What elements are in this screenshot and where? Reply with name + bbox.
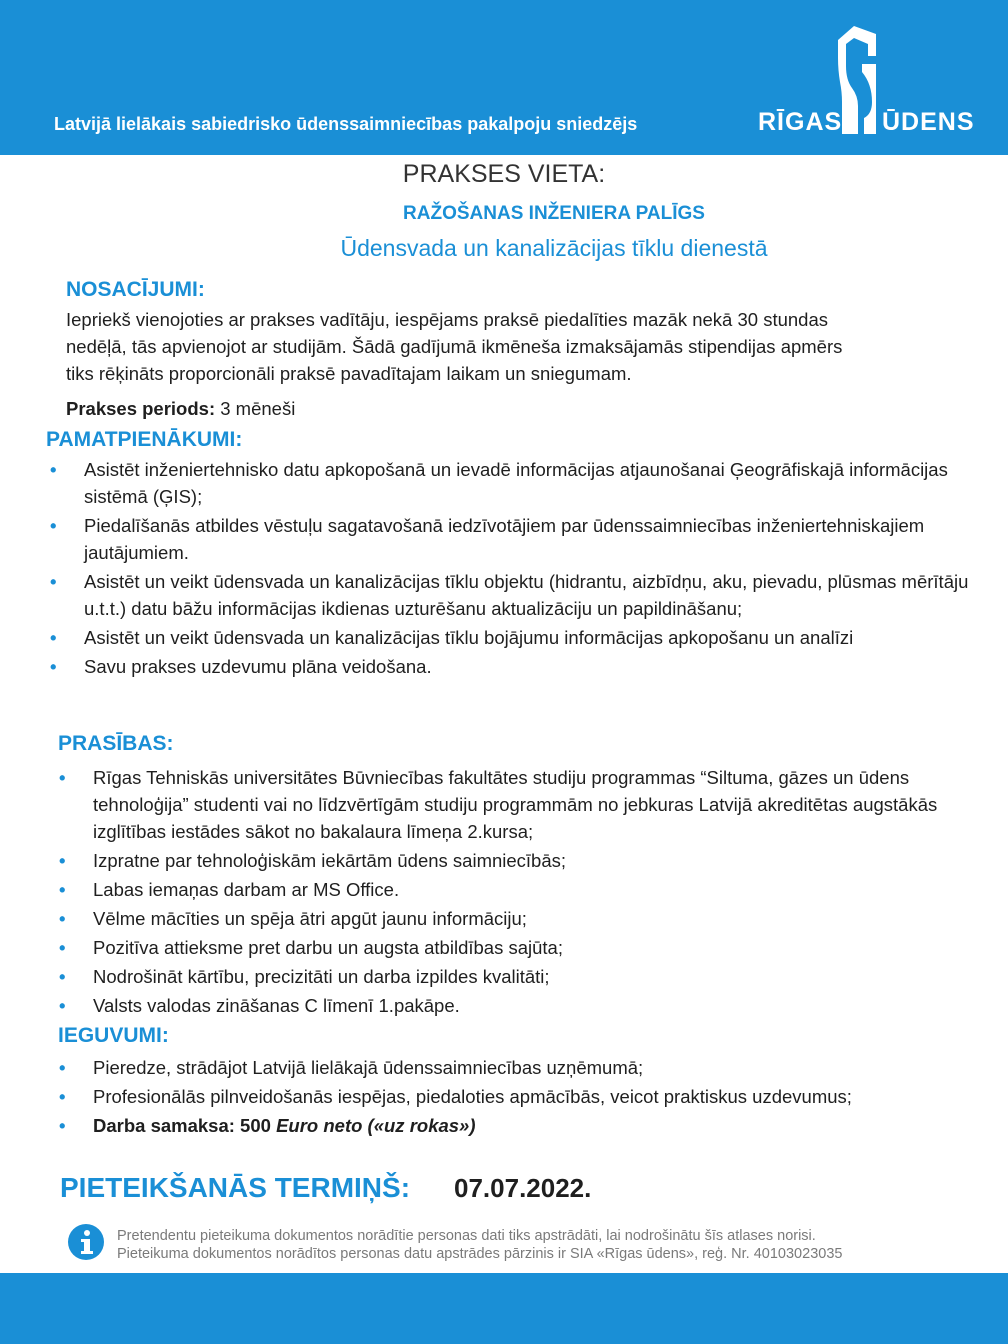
duties-list (50, 456, 999, 682)
footer-banner (0, 1273, 1008, 1344)
salary-note: Euro neto («uz rokas») (276, 1115, 476, 1136)
period-value: 3 mēneši (215, 398, 296, 419)
list-item: • Valsts valodas zināšanas C līmenī 1.pakāpe. (93, 992, 963, 1019)
deadline-label: PIETEIKŠANĀS TERMIŅŠ: (60, 1172, 411, 1203)
bullet-icon: • (50, 571, 57, 592)
bullet-icon: • (50, 459, 57, 480)
bullet-icon: • (59, 908, 66, 929)
deadline-date: 07.07.2022. (454, 1173, 592, 1203)
list-item: • Rīgas Tehniskās universitātes Būvniecības fakultātes studiju programmas “Siltuma, gāzes un ūdens tehnoloģija” studenti vai no līdzvērtīgām studiju programmām no jebkuras Latvijā akreditētas augstākās izglītības iestādes sākot no bakalaura līmeņa 2.kursa; (93, 764, 963, 845)
bullet-icon: • (59, 966, 66, 987)
period-label: Prakses periods: (66, 398, 216, 419)
duties-heading: PAMATPIENĀKUMI: (46, 428, 243, 451)
logo-text-right: ŪDENS (882, 108, 975, 136)
list-item: • Pozitīva attieksme pret darbu un augsta atbildības sajūta; (93, 934, 963, 961)
tagline: Latvijā lielākais sabiedrisko ūdenssaimniecības pakalpoju sniedzējs (54, 114, 638, 134)
conditions-heading: NOSACĪJUMI: (66, 278, 205, 301)
conditions-line: tiks rēķināts proporcionāli praksē pavadītajam laikam un sniegumam. (66, 363, 632, 384)
bullet-icon: • (59, 1057, 66, 1078)
list-item: • Savu prakses uzdevumu plāna veidošana. (84, 653, 999, 680)
bullet-icon: • (59, 937, 66, 958)
notice-line: Pretendentu pieteikuma dokumentos norādītie personas dati tiks apstrādāti, lai nodrošinātu šīs atlases norisi. (117, 1228, 816, 1244)
bullet-icon: • (59, 1115, 66, 1136)
list-item: • Izpratne par tehnoloģiskām iekārtām ūdens saimniecībās; (93, 847, 963, 874)
bullet-icon: • (50, 627, 57, 648)
internship-period (66, 398, 295, 420)
bullet-icon: • (50, 656, 57, 677)
bullet-icon: • (59, 1086, 66, 1107)
company-logo (756, 22, 986, 140)
list-item: • Nodrošināt kārtību, precizitāti un darba izpildes kvalitāti; (93, 963, 963, 990)
bullet-icon: • (59, 767, 66, 788)
requirements-list (59, 764, 963, 1021)
list-item: • Vēlme mācīties un spēja ātri apgūt jaunu informāciju; (93, 905, 963, 932)
notice-line: Pieteikuma dokumentos norādītos personas datu apstrādes pārzinis ir SIA «Rīgas ūdens», reģ. Nr. 40103023035 (117, 1246, 843, 1262)
logo-text-left: RĪGAS (758, 108, 843, 136)
bullet-icon: • (59, 850, 66, 871)
conditions-line: Iepriekš vienojoties ar prakses vadītāju, iespējams praksē piedalīties mazāk nekā 30 stundas (66, 309, 828, 330)
salary-label: Darba samaksa: 500 (93, 1115, 277, 1136)
bullet-icon: • (59, 879, 66, 900)
salary-item (59, 1112, 893, 1139)
list-item: • Asistēt un veikt ūdensvada un kanalizācijas tīklu bojājumu informācijas apkopošanu un analīzi (84, 624, 999, 651)
privacy-notice (117, 1227, 842, 1263)
section-title: PRAKSES VIETA: (402, 160, 606, 188)
list-item: • Pieredze, strādājot Latvijā lielākajā ūdenssaimniecības uzņēmumā; (93, 1054, 893, 1081)
header-banner (0, 0, 1008, 155)
water-tower-icon (832, 22, 882, 134)
position-title: RAŽOŠANAS INŽENIERA PALĪGS (403, 203, 705, 224)
list-item: • Labas iemaņas darbam ar MS Office. (93, 876, 963, 903)
requirements-heading: PRASĪBAS: (58, 732, 174, 755)
benefits-heading: IEGUVUMI: (58, 1024, 169, 1047)
list-item: • Asistēt inženiertehnisko datu apkopošanā un ievadē informācijas atjaunošanai Ģeogrāfiskajā informācijas sistēmā (ĢIS); (84, 456, 999, 510)
bullet-icon: • (59, 995, 66, 1016)
benefits-list (59, 1054, 893, 1141)
conditions-text (66, 306, 842, 387)
list-item: • Profesionālās pilnveidošanās iespējas, piedaloties apmācībās, veicot praktiskus uzdevumus; (93, 1083, 893, 1110)
info-icon (68, 1224, 104, 1260)
conditions-line: nedēļā, tās apvienojot ar studijām. Šādā gadījumā ikmēneša izmaksājamās stipendijas apmērs (66, 336, 843, 357)
department-name: Ūdensvada un kanalizācijas tīklu dienestā (340, 235, 768, 261)
bullet-icon: • (50, 515, 57, 536)
list-item: • Asistēt un veikt ūdensvada un kanalizācijas tīklu objektu (hidrantu, aizbīdņu, aku, pievadu, plūsmas mērītāju u.t.t.) datu bāžu informācijas ikdienas uzturēšanu aktualizāciju un papildināšanu; (84, 568, 999, 622)
list-item: • Piedalīšanās atbildes vēstuļu sagatavošanā iedzīvotājiem par ūdenssaimniecības inženiertehniskajiem jautājumiem. (84, 512, 999, 566)
